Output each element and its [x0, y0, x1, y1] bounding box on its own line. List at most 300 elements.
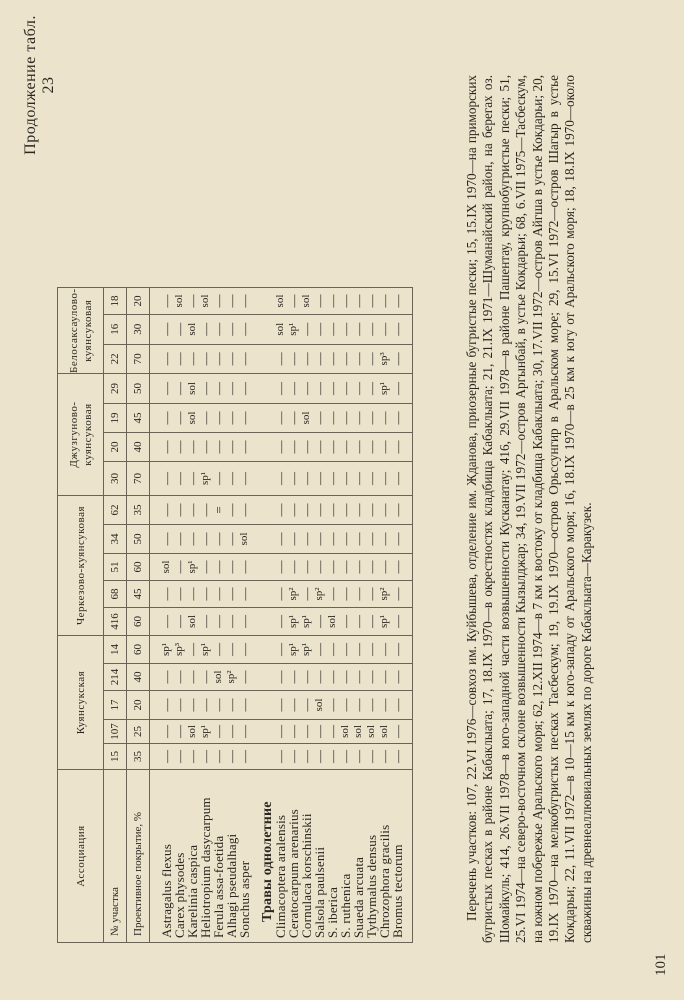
association-group-name: Куянсукская: [58, 636, 104, 770]
abundance-cell: —: [313, 314, 326, 344]
abundance-cell: —: [352, 374, 365, 404]
abundance-cell: —: [339, 636, 352, 664]
species-name: Tythymalus densus: [365, 770, 378, 943]
abundance-cell: —: [391, 664, 413, 691]
abundance-cell: sol: [326, 608, 339, 636]
abundance-cell: —: [326, 462, 339, 496]
abundance-cell: —: [238, 374, 251, 404]
abundance-cell: —: [300, 525, 313, 554]
abundance-cell: —: [378, 288, 391, 314]
abundance-cell: —: [365, 636, 378, 664]
abundance-cell: —: [186, 636, 199, 664]
abundance-cell: —: [300, 691, 313, 720]
abundance-cell: —: [326, 288, 339, 314]
abundance-cell: —: [225, 525, 238, 554]
abundance-cell: —: [326, 744, 339, 770]
cover-percent: 25: [127, 720, 150, 744]
abundance-cell: —: [352, 744, 365, 770]
abundance-cell: —: [378, 554, 391, 581]
abundance-cell: —: [225, 496, 238, 525]
abundance-cell: —: [238, 720, 251, 744]
abundance-cell: —: [186, 433, 199, 462]
abundance-cell: —: [225, 608, 238, 636]
abundance-cell: sp¹: [199, 462, 212, 496]
plot-number: 68: [104, 581, 127, 608]
abundance-cell: —: [238, 581, 251, 608]
abundance-cell: —: [150, 404, 174, 433]
abundance-cell: —: [238, 636, 251, 664]
abundance-cell: sp²: [378, 581, 391, 608]
species-name: Heliotropium dasycarpum: [199, 770, 212, 943]
cover-percent: 70: [127, 344, 150, 373]
cover-percent: 45: [127, 581, 150, 608]
abundance-cell: —: [225, 314, 238, 344]
abundance-cell: —: [150, 744, 174, 770]
plot-number: 29: [104, 374, 127, 404]
abundance-cell: —: [274, 462, 287, 496]
abundance-cell: —: [365, 664, 378, 691]
abundance-cell: —: [378, 496, 391, 525]
spacer-cell: [251, 288, 261, 314]
abundance-cell: —: [300, 374, 313, 404]
abundance-cell: —: [326, 720, 339, 744]
abundance-cell: —: [339, 554, 352, 581]
abundance-cell: —: [287, 344, 300, 373]
abundance-cell: sol: [352, 720, 365, 744]
abundance-cell: —: [199, 744, 212, 770]
species-name: Chrozophora gracilis: [378, 770, 391, 943]
abundance-cell: sol: [339, 720, 352, 744]
table-continuation-title: Продолжение табл. 23: [22, 15, 57, 155]
spacer-cell: [251, 691, 261, 720]
abundance-cell: sp¹: [199, 720, 212, 744]
abundance-cell: —: [326, 496, 339, 525]
cover-percent: 60: [127, 608, 150, 636]
abundance-cell: —: [287, 525, 300, 554]
abundance-cell: sp¹: [300, 636, 313, 664]
abundance-cell: —: [365, 374, 378, 404]
abundance-cell: —: [313, 720, 326, 744]
abundance-cell: —: [287, 744, 300, 770]
cover-percent: 50: [127, 374, 150, 404]
abundance-cell: —: [313, 344, 326, 373]
species-name: Sonchus asper: [238, 770, 251, 943]
abundance-cell: —: [212, 344, 225, 373]
abundance-cell: —: [391, 462, 413, 496]
abundance-cell: —: [274, 608, 287, 636]
abundance-cell: —: [365, 344, 378, 373]
abundance-cell: —: [391, 554, 413, 581]
abundance-cell: —: [225, 744, 238, 770]
abundance-cell: —: [186, 288, 199, 314]
cover-header: Проективное покрытие, %: [127, 770, 150, 943]
plot-number: 18: [104, 288, 127, 314]
abundance-cell: —: [391, 344, 413, 373]
abundance-cell: —: [365, 462, 378, 496]
header-cover-row: [127, 288, 150, 943]
abundance-cell: —: [274, 691, 287, 720]
abundance-cell: —: [150, 525, 174, 554]
plot-number: 15: [104, 744, 127, 770]
abundance-cell: sol: [186, 374, 199, 404]
abundance-cell: —: [300, 664, 313, 691]
abundance-cell: —: [274, 720, 287, 744]
abundance-cell: sp¹: [378, 608, 391, 636]
abundance-cell: —: [391, 636, 413, 664]
cover-percent: 35: [127, 744, 150, 770]
abundance-cell: —: [150, 344, 174, 373]
abundance-cell: sol: [186, 608, 199, 636]
abundance-cell: —: [287, 288, 300, 314]
abundance-cell: —: [352, 664, 365, 691]
abundance-cell: —: [173, 433, 186, 462]
abundance-cell: —: [365, 554, 378, 581]
cover-percent: 40: [127, 433, 150, 462]
abundance-cell: —: [326, 404, 339, 433]
spacer-cell: [251, 581, 261, 608]
abundance-cell: —: [313, 525, 326, 554]
abundance-cell: —: [186, 691, 199, 720]
header-plot-row: [104, 288, 127, 943]
abundance-cell: —: [391, 433, 413, 462]
abundance-cell: —: [352, 636, 365, 664]
abundance-cell: =: [212, 496, 225, 525]
abundance-cell: sp¹: [287, 608, 300, 636]
abundance-cell: —: [173, 344, 186, 373]
abundance-cell: sp¹: [150, 636, 174, 664]
empty-cell: [261, 288, 274, 314]
abundance-cell: —: [173, 608, 186, 636]
abundance-cell: sol: [300, 404, 313, 433]
abundance-cell: —: [326, 581, 339, 608]
cover-percent: 60: [127, 636, 150, 664]
abundance-cell: —: [339, 525, 352, 554]
page-number: 101: [653, 953, 669, 976]
abundance-cell: sol: [378, 720, 391, 744]
abundance-cell: —: [352, 496, 365, 525]
abundance-cell: —: [339, 344, 352, 373]
species-name: S. iberica: [326, 770, 339, 943]
abundance-cell: —: [212, 314, 225, 344]
abundance-cell: —: [391, 720, 413, 744]
abundance-cell: —: [326, 374, 339, 404]
abundance-cell: —: [391, 288, 413, 314]
abundance-cell: —: [238, 344, 251, 373]
abundance-cell: —: [186, 462, 199, 496]
abundance-cell: —: [339, 744, 352, 770]
abundance-cell: —: [287, 554, 300, 581]
species-name: Climacoptera aralensis: [274, 770, 287, 943]
abundance-cell: sol: [199, 288, 212, 314]
abundance-cell: —: [150, 608, 174, 636]
abundance-cell: sol: [313, 691, 326, 720]
abundance-cell: —: [287, 404, 300, 433]
abundance-cell: —: [352, 691, 365, 720]
abundance-cell: sp¹: [186, 554, 199, 581]
species-name: S. ruthenica: [339, 770, 352, 943]
header-association-row: [58, 288, 104, 943]
abundance-cell: —: [287, 462, 300, 496]
abundance-cell: —: [238, 744, 251, 770]
plot-number: 16: [104, 314, 127, 344]
abundance-cell: —: [339, 374, 352, 404]
abundance-cell: sp¹: [287, 314, 300, 344]
abundance-cell: —: [378, 664, 391, 691]
spacer-cell: [251, 664, 261, 691]
abundance-cell: —: [365, 288, 378, 314]
abundance-cell: —: [274, 525, 287, 554]
abundance-cell: sp¹: [287, 636, 300, 664]
abundance-cell: —: [225, 691, 238, 720]
spacer-cell: [251, 404, 261, 433]
plot-number: 51: [104, 554, 127, 581]
plot-list-footnote: Перечень участков: 107, 22.VI 1976—совхоз им. Куйбышева, отделение им. Жданова, приозерные бугристые пески; 15, 15.IX 1970—на приморских бугристых песках в районе Кабаклыата; 17, 18.IX 1970—в окрестностях кладбища Кабаклыата; 21, 21.IX 1971—Шуманайский район, на берегах оз. Шомайкуль; 414, 26.VII 1978—в юго-западной части возвышенности Кусканатау; 416, 29.VII 1978—в районе Пашентау, крупнобугристые пески; 51, 25.VI 1974—на северо-восточном склоне возвышенности Кызылджар; 34, 19.VII 1972—остров Аргынбай, в устье Кокдарьи; 68, 6.VII 1975—Тасбескум, на южном побережье Аральского моря; 62, 12.XII 1974—в 7 км к востоку от кладбища Кабаклыата; 30, 17.VII 1972—остров Айгша в устье Кокдарьи; 20, 19.IX 1970—на мелкобугристых песках Тасбескум; 19, 19.IX 1970—остров Орьссунгир в Аральском море; 29, 15.VI 1972—остров Шагыр в устье Кокдарьи; 22, 11.VII 1972—в 10—15 км к юго-западу от Аральского моря; 16, 18.IX 1970—в 25 км к югу от Аральского моря; 18, 18.IX 1970—около скважины на древнеаллювиальных землях по дороге Кабаклыата—Каракузек.: [464, 75, 594, 943]
abundance-cell: —: [225, 636, 238, 664]
abundance-cell: —: [225, 404, 238, 433]
abundance-cell: —: [313, 636, 326, 664]
cover-percent: 70: [127, 462, 150, 496]
abundance-cell: —: [199, 314, 212, 344]
abundance-cell: —: [225, 720, 238, 744]
abundance-cell: —: [326, 433, 339, 462]
abundance-cell: —: [274, 374, 287, 404]
abundance-cell: —: [212, 525, 225, 554]
abundance-cell: —: [339, 314, 352, 344]
abundance-cell: —: [339, 288, 352, 314]
abundance-cell: —: [378, 433, 391, 462]
species-name: Ceratocarpum arenarius: [287, 770, 300, 943]
abundance-cell: sp²: [287, 581, 300, 608]
abundance-cell: —: [313, 374, 326, 404]
abundance-cell: —: [212, 691, 225, 720]
abundance-cell: —: [173, 496, 186, 525]
plot-number: 107: [104, 720, 127, 744]
abundance-cell: sp³: [173, 636, 186, 664]
abundance-cell: —: [186, 664, 199, 691]
abundance-cell: —: [352, 344, 365, 373]
abundance-cell: —: [352, 554, 365, 581]
abundance-cell: —: [339, 404, 352, 433]
abundance-cell: —: [212, 288, 225, 314]
association-group-name: Белосаксаулово-куянсуковая: [58, 288, 104, 374]
abundance-cell: —: [225, 554, 238, 581]
abundance-cell: —: [150, 581, 174, 608]
abundance-cell: —: [365, 433, 378, 462]
plot-number: 416: [104, 608, 127, 636]
abundance-cell: —: [173, 462, 186, 496]
plot-number: 14: [104, 636, 127, 664]
abundance-cell: —: [287, 433, 300, 462]
abundance-cell: —: [391, 691, 413, 720]
abundance-cell: —: [186, 525, 199, 554]
species-name: Ferula assa-foetida: [212, 770, 225, 943]
abundance-cell: —: [300, 581, 313, 608]
abundance-cell: —: [212, 720, 225, 744]
abundance-cell: —: [326, 344, 339, 373]
species-name: Karelinia caspica: [186, 770, 199, 943]
species-row: [238, 288, 251, 943]
abundance-cell: —: [365, 314, 378, 344]
plot-number: 34: [104, 525, 127, 554]
association-group-name: Черкезово-куянсуковая: [58, 496, 104, 636]
abundance-cell: —: [313, 554, 326, 581]
abundance-cell: —: [238, 404, 251, 433]
plot-number: 17: [104, 691, 127, 720]
abundance-cell: —: [225, 433, 238, 462]
cover-percent: 50: [127, 525, 150, 554]
abundance-cell: —: [365, 608, 378, 636]
abundance-cell: —: [378, 314, 391, 344]
cover-percent: 40: [127, 664, 150, 691]
abundance-cell: —: [173, 581, 186, 608]
abundance-cell: —: [339, 608, 352, 636]
abundance-cell: sol: [186, 314, 199, 344]
abundance-cell: —: [352, 433, 365, 462]
abundance-cell: —: [300, 554, 313, 581]
abundance-cell: —: [212, 636, 225, 664]
abundance-cell: —: [326, 314, 339, 344]
abundance-cell: —: [313, 664, 326, 691]
abundance-cell: —: [313, 608, 326, 636]
abundance-cell: —: [300, 462, 313, 496]
abundance-cell: —: [352, 462, 365, 496]
abundance-cell: —: [199, 404, 212, 433]
abundance-cell: —: [150, 691, 174, 720]
abundance-cell: sp¹: [378, 374, 391, 404]
abundance-cell: —: [150, 462, 174, 496]
abundance-cell: sol: [186, 404, 199, 433]
abundance-cell: —: [326, 554, 339, 581]
abundance-cell: —: [212, 433, 225, 462]
abundance-cell: —: [352, 608, 365, 636]
abundance-cell: sp¹: [300, 608, 313, 636]
spacer-cell: [251, 462, 261, 496]
abundance-cell: —: [352, 581, 365, 608]
abundance-cell: —: [365, 496, 378, 525]
abundance-cell: sol: [150, 554, 174, 581]
abundance-cell: —: [391, 581, 413, 608]
spacer-cell: [251, 433, 261, 462]
abundance-cell: —: [150, 314, 174, 344]
abundance-cell: —: [150, 288, 174, 314]
abundance-cell: —: [300, 720, 313, 744]
abundance-cell: —: [378, 404, 391, 433]
abundance-cell: sol: [274, 288, 287, 314]
abundance-cell: —: [274, 581, 287, 608]
abundance-cell: sol: [300, 288, 313, 314]
abundance-cell: —: [326, 664, 339, 691]
abundance-cell: —: [274, 664, 287, 691]
spacer-cell: [251, 554, 261, 581]
abundance-cell: —: [326, 691, 339, 720]
abundance-cell: —: [378, 525, 391, 554]
abundance-cell: —: [199, 608, 212, 636]
abundance-cell: —: [173, 664, 186, 691]
abundance-cell: —: [391, 608, 413, 636]
cover-percent: 45: [127, 404, 150, 433]
abundance-cell: —: [199, 554, 212, 581]
abundance-cell: —: [173, 314, 186, 344]
abundance-cell: —: [339, 664, 352, 691]
abundance-cell: —: [199, 691, 212, 720]
abundance-cell: sp¹: [199, 636, 212, 664]
abundance-cell: —: [225, 374, 238, 404]
species-name: Astragalus flexus: [150, 770, 174, 943]
abundance-cell: —: [173, 744, 186, 770]
plot-number: 19: [104, 404, 127, 433]
species-row: [391, 288, 413, 943]
abundance-cell: sol: [173, 288, 186, 314]
abundance-cell: —: [352, 288, 365, 314]
cover-percent: 20: [127, 288, 150, 314]
abundance-cell: —: [313, 496, 326, 525]
species-name: Salsola paulsenii: [313, 770, 326, 943]
abundance-cell: —: [274, 496, 287, 525]
abundance-cell: sol: [238, 525, 251, 554]
species-name: Suaeda arcuata: [352, 770, 365, 943]
abundance-cell: —: [238, 433, 251, 462]
abundance-cell: —: [326, 525, 339, 554]
species-table: [57, 287, 413, 943]
abundance-cell: —: [313, 433, 326, 462]
abundance-cell: —: [173, 525, 186, 554]
spacer-cell: [251, 314, 261, 344]
abundance-cell: —: [287, 664, 300, 691]
abundance-cell: —: [238, 314, 251, 344]
abundance-cell: —: [186, 344, 199, 373]
abundance-cell: —: [313, 404, 326, 433]
abundance-cell: sol: [365, 720, 378, 744]
abundance-cell: —: [326, 636, 339, 664]
abundance-cell: —: [173, 720, 186, 744]
abundance-cell: —: [274, 344, 287, 373]
abundance-cell: —: [212, 404, 225, 433]
abundance-cell: —: [238, 664, 251, 691]
spacer-cell: [251, 636, 261, 664]
abundance-cell: —: [365, 581, 378, 608]
abundance-cell: —: [391, 314, 413, 344]
abundance-cell: —: [238, 462, 251, 496]
abundance-cell: —: [238, 608, 251, 636]
abundance-cell: —: [238, 691, 251, 720]
abundance-cell: —: [300, 314, 313, 344]
association-group-name: Джузгуново-куянсуковая: [58, 374, 104, 496]
abundance-cell: sol: [212, 664, 225, 691]
abundance-cell: —: [186, 496, 199, 525]
plot-number: 214: [104, 664, 127, 691]
abundance-cell: —: [378, 462, 391, 496]
spacer-cell: [251, 344, 261, 373]
abundance-cell: —: [199, 664, 212, 691]
species-row: [150, 288, 174, 943]
abundance-cell: —: [287, 496, 300, 525]
abundance-cell: —: [391, 525, 413, 554]
plot-number: 20: [104, 433, 127, 462]
abundance-cell: sp²: [225, 664, 238, 691]
spacer-cell: [251, 720, 261, 744]
abundance-cell: —: [199, 344, 212, 373]
abundance-cell: —: [212, 554, 225, 581]
abundance-cell: —: [199, 433, 212, 462]
abundance-cell: sp²: [313, 581, 326, 608]
abundance-cell: sol: [274, 314, 287, 344]
abundance-cell: —: [212, 608, 225, 636]
abundance-cell: —: [173, 404, 186, 433]
empty-cell: [261, 314, 274, 344]
abundance-cell: —: [199, 374, 212, 404]
abundance-cell: —: [378, 636, 391, 664]
cover-percent: 35: [127, 496, 150, 525]
